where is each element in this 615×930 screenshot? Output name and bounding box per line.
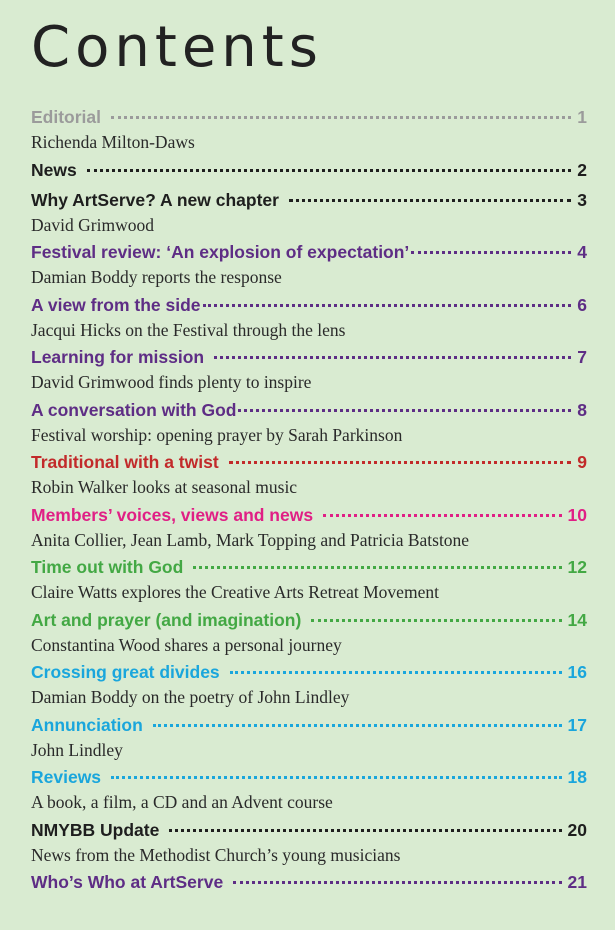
entry-byline: John Lindley [31,739,123,760]
dot-leader [111,776,561,779]
entry-title: Who’s Who at ArtServe [31,872,224,892]
toc-entry-view-from-side[interactable] [31,293,587,346]
entry-byline: Richenda Milton-Daws [31,132,195,152]
toc-entry-time-out-with-god[interactable] [31,555,587,608]
page-number: 12 [567,557,587,577]
entry-title: NMYBB Update [31,819,160,840]
toc-entry-conversation-with-god[interactable] [31,398,587,451]
page-number: 4 [577,242,587,262]
page-number: 9 [577,452,587,472]
entry-title: Editorial [31,107,102,127]
entry-title: Crossing great divides [31,662,220,682]
entry-title: Traditional with a twist [31,452,219,472]
entry-title: News [31,159,77,180]
entry-byline: Constantina Wood shares a personal journey [31,634,342,655]
entry-byline: Claire Watts explores the Creative Arts Retreat Movement [31,582,439,602]
entry-byline: David Grimwood finds plenty to inspire [31,372,312,392]
dot-leader [323,514,561,517]
entry-byline: News from the Methodist Church’s young musicians [31,844,401,865]
dot-leader [203,304,572,307]
toc-entry-editorial[interactable] [31,105,587,158]
page-number: 21 [567,872,587,892]
entry-byline: Damian Boddy on the poetry of John Lindley [31,687,350,707]
entry-title: A view from the side [31,294,201,315]
dot-leader [111,116,571,119]
entry-title: Art and prayer (and imagination) [31,609,302,630]
page-number: 10 [567,504,587,525]
page-number: 14 [567,609,587,630]
entry-title: Reviews [31,767,102,787]
toc-entry-learning-for-mission[interactable] [31,345,587,398]
entry-title: A conversation with God [31,399,237,420]
toc-entry-annunciation[interactable] [31,713,587,766]
toc-entry-members-voices[interactable] [31,503,587,556]
page-number: 8 [577,399,587,420]
toc-entry-reviews[interactable] [31,765,587,818]
entry-title: Annunciation [31,714,143,735]
dot-leader [233,881,561,884]
toc-entry-traditional-with-twist[interactable] [31,450,587,503]
page-number: 7 [577,347,587,367]
dot-leader [193,566,561,569]
dot-leader [153,724,562,727]
entry-title: Festival review: ‘An explosion of expectation’ [31,242,410,262]
page-title: Contents [31,15,323,80]
dot-leader [87,169,572,172]
page-number: 1 [577,107,587,127]
entry-byline: Jacqui Hicks on the Festival through the lens [31,319,346,340]
entry-byline: Robin Walker looks at seasonal music [31,477,298,497]
entry-byline: Damian Boddy reports the response [31,267,282,287]
page-number: 2 [577,159,587,180]
dot-leader [289,199,571,202]
dot-leader [229,461,572,464]
entry-byline: David Grimwood [31,214,154,235]
toc-entry-why-artserve[interactable] [31,188,587,241]
entry-byline: A book, a film, a CD and an Advent course [31,792,333,812]
page-number: 3 [577,189,587,210]
entry-title: Why ArtServe? A new chapter [31,189,279,210]
entry-byline: Festival worship: opening prayer by Sarah Parkinson [31,424,403,445]
toc-entry-crossing-great-divides[interactable] [31,660,587,713]
page-number: 16 [567,662,587,682]
page-number: 18 [567,767,587,787]
toc-entry-festival-review[interactable] [31,240,587,293]
dot-leader [311,619,561,622]
toc-entry-art-and-prayer[interactable] [31,608,587,661]
toc-entry-news[interactable] [31,158,587,188]
dot-leader [214,356,571,359]
entry-title: Members’ voices, views and news [31,504,314,525]
entry-title: Learning for mission [31,347,205,367]
dot-leader [238,409,571,412]
dot-leader [169,829,561,832]
contents-list [31,105,587,900]
toc-entry-nmybb-update[interactable] [31,818,587,871]
toc-entry-whos-who[interactable] [31,870,587,900]
page-number: 20 [567,819,587,840]
page-number: 17 [567,714,587,735]
page-number: 6 [577,294,587,315]
dot-leader [230,671,562,674]
entry-byline: Anita Collier, Jean Lamb, Mark Topping and Patricia Batstone [31,529,470,550]
entry-title: Time out with God [31,557,184,577]
dot-leader [411,251,571,254]
